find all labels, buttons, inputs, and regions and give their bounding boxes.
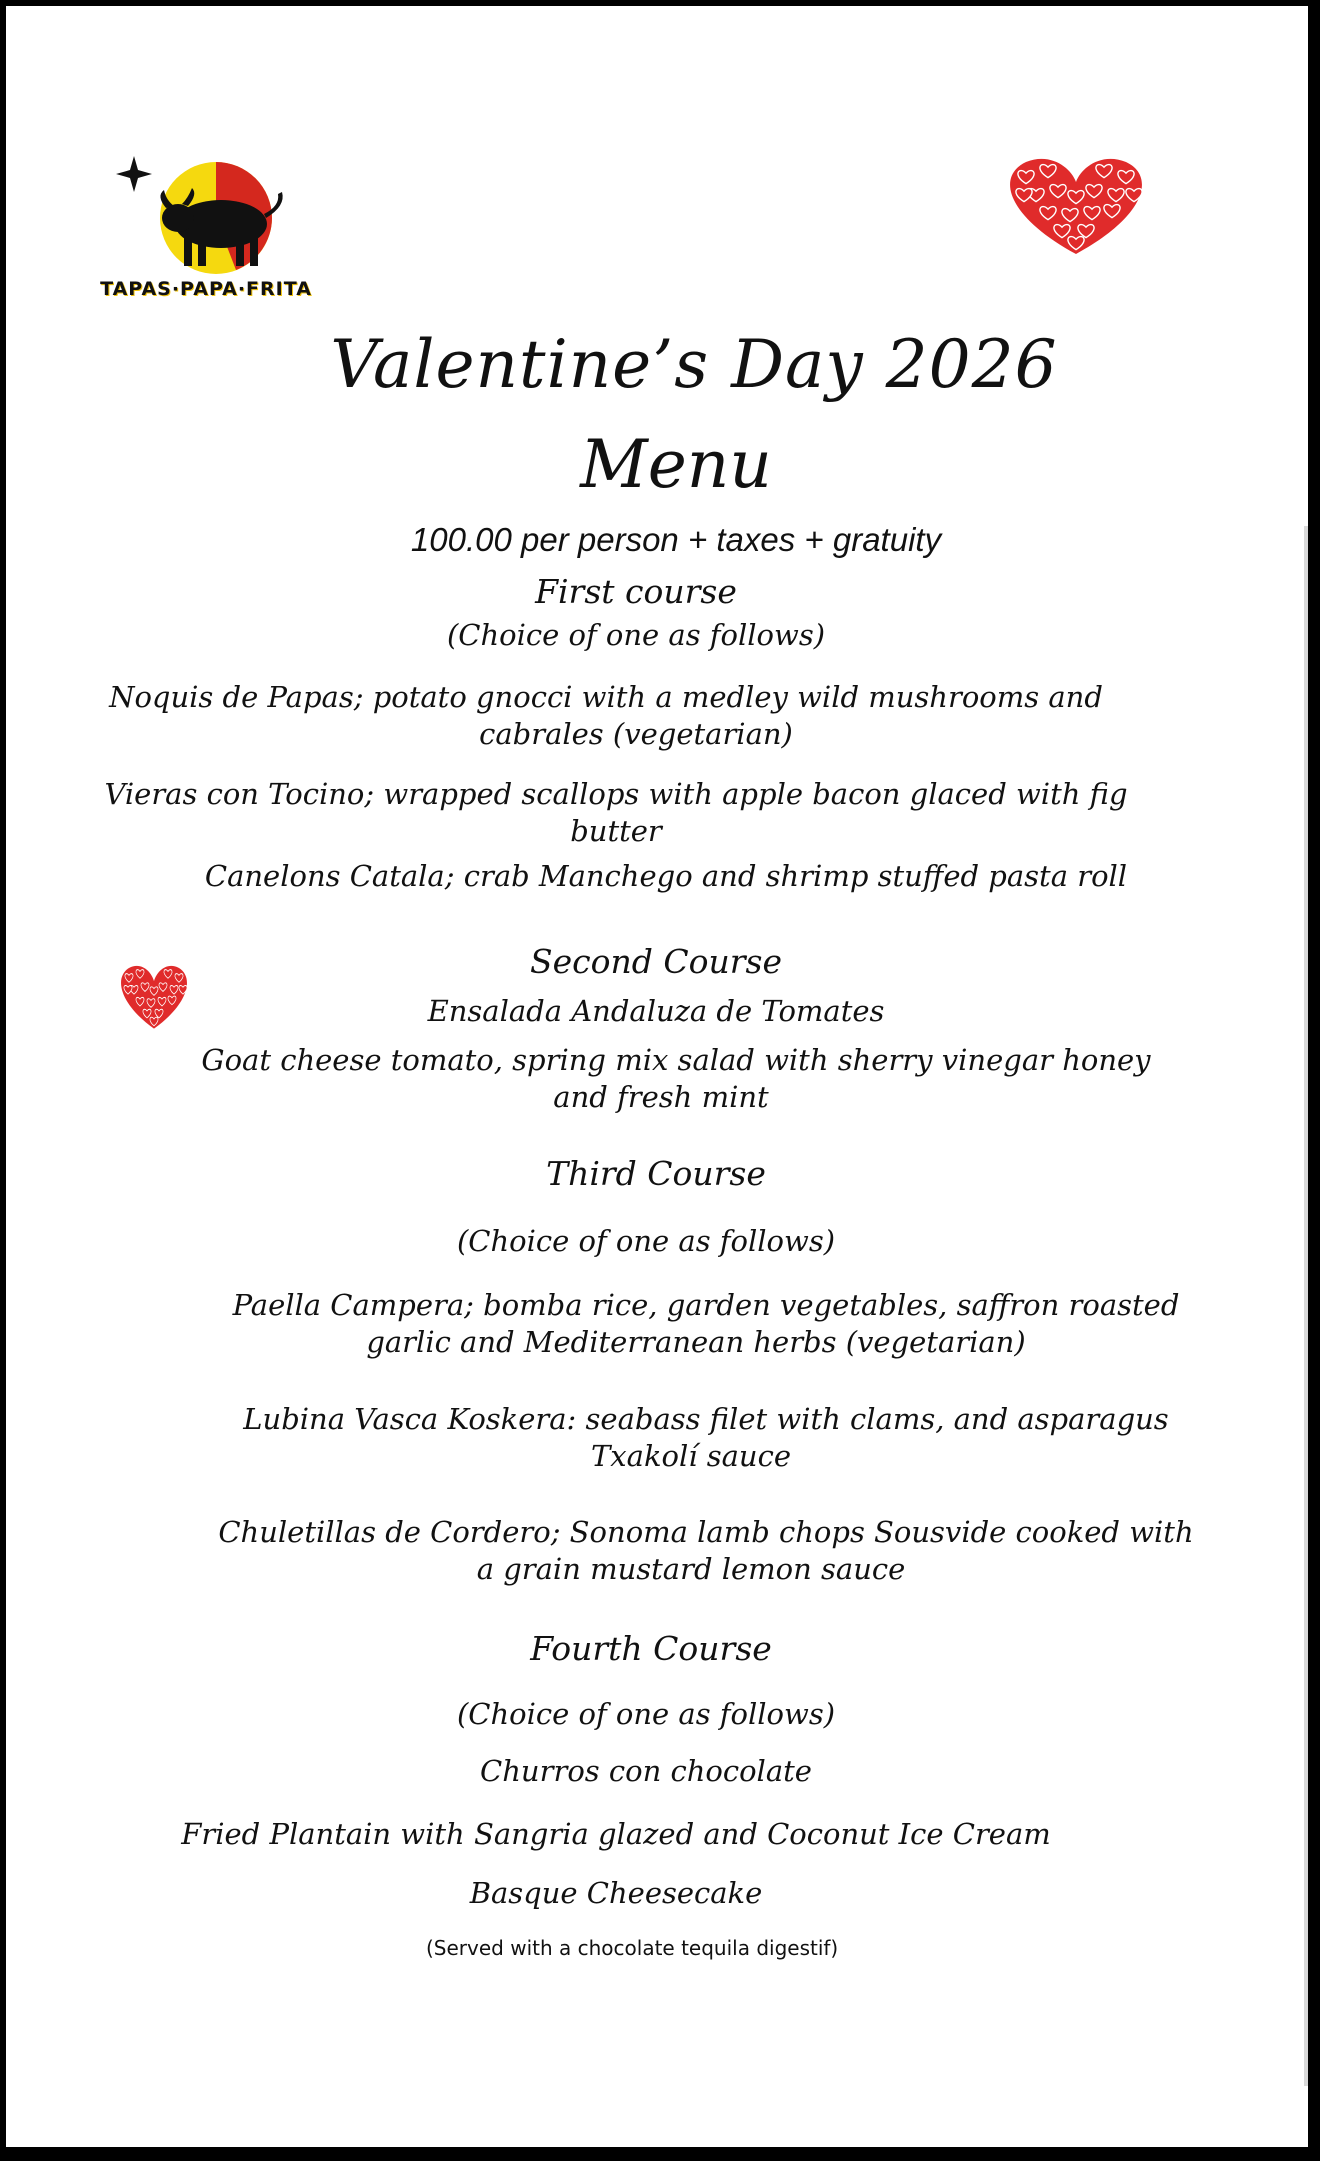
course-heading: Third Course bbox=[546, 1154, 766, 1193]
bull-sun-icon bbox=[86, 156, 326, 286]
logo-wordmark: TAPAS·PAPA·FRITA bbox=[100, 278, 312, 300]
course-heading: Fourth Course bbox=[530, 1629, 772, 1668]
course-subheading: (Choice of one as follows) bbox=[456, 1224, 836, 1258]
menu-title: Valentine’s Day 2026 bbox=[330, 326, 1058, 403]
digestif-note: (Served with a chocolate tequila digestif) bbox=[426, 1936, 839, 1960]
menu-page bbox=[6, 6, 1308, 2147]
price-line: 100.00 per person + taxes + gratuity bbox=[410, 521, 942, 558]
menu-item-line: and fresh mint bbox=[553, 1080, 769, 1114]
menu-item-line: Basque Cheesecake bbox=[469, 1876, 763, 1910]
menu-title-subtitle: Menu bbox=[580, 426, 772, 503]
menu-item-line: Vieras con Tocino; wrapped scallops with apple bacon glaced with fig bbox=[104, 777, 1128, 811]
course-subheading: (Choice of one as follows) bbox=[456, 1697, 836, 1731]
restaurant-logo bbox=[86, 156, 326, 306]
menu-item-line: Paella Campera; bomba rice, garden vegetables, saffron roasted bbox=[232, 1288, 1180, 1322]
course-subheading: Ensalada Andaluza de Tomates bbox=[427, 994, 885, 1028]
menu-item-line: Fried Plantain with Sangria glazed and Coconut Ice Cream bbox=[181, 1817, 1051, 1851]
menu-item-line: Txakolí sauce bbox=[590, 1439, 792, 1473]
course-heading: First course bbox=[535, 572, 737, 611]
menu-item-line: Lubina Vasca Koskera: seabass filet with clams, and asparagus bbox=[243, 1402, 1169, 1436]
menu-item-line: Noquis de Papas; potato gnocci with a medley wild mushrooms and bbox=[109, 680, 1103, 714]
menu-item-line: Churros con chocolate bbox=[480, 1754, 812, 1788]
menu-item-line: a grain mustard lemon sauce bbox=[476, 1552, 906, 1586]
course-heading: Second Course bbox=[530, 942, 782, 981]
menu-item-line: Chuletillas de Cordero; Sonoma lamb chops Sousvide cooked with bbox=[218, 1515, 1194, 1549]
heart-of-hearts-icon bbox=[996, 156, 1156, 256]
menu-item-line: Canelons Catala; crab Manchego and shrimp stuffed pasta roll bbox=[204, 859, 1128, 893]
menu-item-line: Goat cheese tomato, spring mix salad with sherry vinegar honey bbox=[201, 1043, 1151, 1077]
menu-item-line: cabrales (vegetarian) bbox=[479, 717, 793, 751]
menu-item-line: butter bbox=[570, 814, 662, 848]
course-subheading: (Choice of one as follows) bbox=[446, 618, 826, 652]
menu-item-line: garlic and Mediterranean herbs (vegetarian) bbox=[366, 1325, 1026, 1359]
